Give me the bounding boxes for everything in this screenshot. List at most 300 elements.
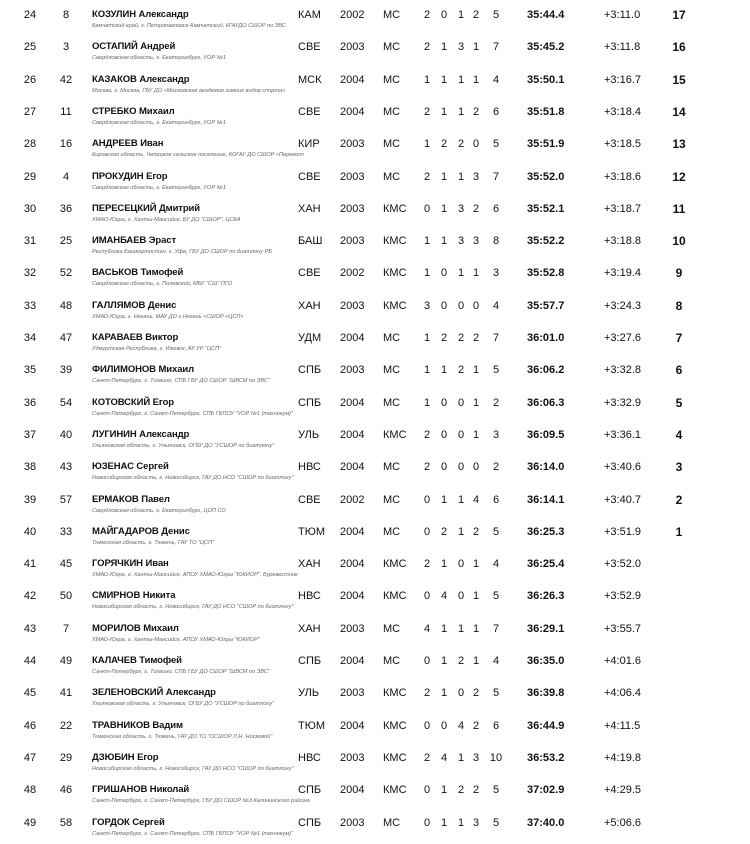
shooting-4: 3: [472, 235, 480, 248]
place-cell: 47: [23, 751, 37, 764]
place-cell: 45: [23, 687, 37, 700]
bib-number: 58: [59, 816, 73, 829]
shooting-1: 1: [423, 138, 431, 151]
place-cell: 36: [23, 396, 37, 409]
bib-number: 45: [59, 558, 73, 571]
birth-year: 2003: [340, 170, 365, 183]
birth-year: 2004: [340, 655, 365, 667]
birth-year: 2004: [340, 332, 365, 344]
shooting-2: 0: [440, 267, 448, 280]
athlete-organization: ХМАО-Югра, г. Ханты-Мансийск, БУ ДО "СШОР", ЦСКА: [92, 216, 241, 223]
athlete-organization: Свердловская область, г. Екатеринбург, УОР №1: [92, 55, 226, 62]
shooting-4: 1: [472, 622, 480, 635]
place-cell: 37: [23, 428, 37, 441]
shooting-2: 1: [440, 655, 448, 667]
table-row: [0, 359, 750, 391]
shooting-3: 0: [457, 428, 465, 441]
qualification: МС: [383, 170, 401, 183]
finish-time: 35:52.2: [527, 235, 565, 248]
bib-number: 46: [59, 784, 73, 797]
shooting-1: 0: [423, 202, 431, 215]
birth-year: 2003: [340, 235, 365, 248]
table-row: [0, 166, 750, 198]
points: 15: [672, 72, 686, 87]
shooting-4: 1: [472, 428, 480, 441]
shooting-3: 3: [457, 41, 465, 54]
qualification: МС: [383, 332, 401, 344]
birth-year: 2003: [340, 687, 365, 700]
shooting-4: 2: [472, 525, 480, 538]
athlete-organization: Свердловская область, г. Полевской, МБУ "СШ" ПГО: [92, 281, 233, 288]
region-code: СПБ: [298, 364, 322, 377]
athlete-name: ГОРДОК Сергей: [92, 816, 165, 828]
shooting-1: 2: [423, 9, 431, 21]
bib-number: 16: [59, 138, 73, 151]
qualification: МС: [383, 493, 401, 506]
shooting-3: 1: [457, 751, 465, 764]
penalty-total: 3: [492, 428, 500, 441]
finish-time: 36:25.4: [527, 558, 565, 571]
qualification: МС: [383, 41, 401, 54]
finish-time: 36:09.5: [527, 428, 565, 441]
penalty-total: 4: [492, 299, 500, 312]
place-cell: 49: [23, 816, 37, 829]
place-cell: 24: [23, 9, 37, 21]
finish-time: 36:35.0: [527, 655, 565, 667]
shooting-3: 1: [457, 170, 465, 183]
penalty-total: 4: [492, 558, 500, 571]
shooting-1: 1: [423, 364, 431, 377]
athlete-organization: Новосибирская область, г. Новосибирск, ГАУ ДО НСО "СШОР по биатлону": [92, 475, 294, 482]
points: 17: [672, 8, 686, 22]
shooting-4: 1: [472, 364, 480, 377]
shooting-1: 2: [423, 558, 431, 571]
athlete-organization: Свердловская область, г. Екатеринбург, УОР №1: [92, 184, 226, 191]
penalty-total: 6: [492, 493, 500, 506]
penalty-total: 5: [492, 525, 500, 538]
shooting-3: 0: [457, 396, 465, 409]
place-cell: 35: [23, 364, 37, 377]
shooting-1: 2: [423, 41, 431, 54]
athlete-name: КОЗУЛИН Александр: [92, 9, 189, 20]
shooting-2: 0: [440, 719, 448, 732]
table-row: [0, 489, 750, 521]
place-cell: 33: [23, 299, 37, 312]
shooting-3: 1: [457, 105, 465, 118]
penalty-total: 2: [492, 461, 500, 474]
birth-year: 2002: [340, 9, 365, 21]
time-behind: +4:11.5: [604, 719, 641, 732]
athlete-name: СМИРНОВ Никита: [92, 590, 176, 602]
time-behind: +4:19.8: [604, 751, 642, 764]
athlete-name: ГОРЯЧКИН Иван: [92, 558, 169, 570]
region-code: ХАН: [298, 622, 321, 635]
shooting-3: 3: [457, 235, 465, 248]
finish-time: 35:51.9: [527, 138, 565, 151]
qualification: КМС: [383, 719, 407, 732]
shooting-3: 0: [457, 299, 465, 312]
place-cell: 38: [23, 461, 37, 474]
shooting-1: 4: [423, 622, 431, 635]
penalty-total: 6: [492, 105, 500, 118]
birth-year: 2004: [340, 525, 365, 538]
time-behind: +3:32.8: [604, 364, 642, 377]
region-code: УЛЬ: [298, 428, 320, 441]
bib-number: 43: [59, 461, 73, 474]
table-row: [0, 553, 750, 585]
finish-time: 36:06.2: [527, 364, 565, 377]
penalty-total: 7: [492, 332, 500, 344]
time-behind: +3:32.9: [604, 396, 642, 409]
shooting-3: 2: [457, 332, 465, 344]
region-code: МСК: [298, 73, 322, 86]
place-cell: 25: [23, 41, 37, 54]
shooting-2: 4: [440, 751, 448, 764]
qualification: КМС: [383, 558, 407, 571]
shooting-2: 2: [440, 138, 448, 151]
shooting-1: 0: [423, 816, 431, 829]
finish-time: 36:06.3: [527, 396, 565, 409]
athlete-organization: ХМАО-Югра, г. Нягань, МАУ ДО г.Нягань «СШОР «ЦСП»: [92, 313, 244, 320]
time-behind: +3:40.7: [604, 493, 642, 506]
shooting-4: 2: [472, 784, 480, 797]
finish-time: 36:39.8: [527, 687, 565, 700]
shooting-2: 1: [440, 73, 448, 86]
place-cell: 31: [23, 235, 37, 248]
shooting-3: 2: [457, 784, 465, 797]
table-row: [0, 327, 750, 359]
athlete-organization: Новосибирская область, г. Новосибирск, ГАУ ДО НСО "СШОР по биатлону": [92, 604, 294, 611]
athlete-name: ТРАВНИКОВ Вадим: [92, 719, 183, 731]
qualification: МС: [383, 73, 401, 86]
shooting-4: 2: [472, 9, 480, 21]
penalty-total: 7: [492, 622, 500, 635]
athlete-name: СТРЕБКО Михаил: [92, 105, 175, 117]
shooting-1: 0: [423, 493, 431, 506]
athlete-organization: ХМАО-Югра, г. Ханты-Мансийск, АПОУ ХМАО-Югры "ЮКИОР", Буревестник: [92, 572, 298, 579]
qualification: КМС: [383, 202, 407, 215]
shooting-2: 1: [440, 816, 448, 829]
place-cell: 30: [23, 202, 37, 215]
athlete-name: КАЗАКОВ Александр: [92, 73, 190, 85]
place-cell: 42: [23, 590, 37, 603]
qualification: КМС: [383, 687, 407, 700]
table-row: [0, 69, 750, 101]
penalty-total: 6: [492, 719, 500, 732]
athlete-organization: Ульяновская область, г. Ульяновск, ОГБУ ДО "УСШОР по биатлону": [92, 442, 275, 449]
birth-year: 2004: [340, 719, 365, 732]
penalty-total: 5: [492, 784, 500, 797]
finish-time: 36:29.1: [527, 622, 565, 635]
time-behind: +3:40.6: [604, 461, 642, 474]
athlete-name: АНДРЕЕВ Иван: [92, 138, 164, 150]
athlete-name: ОСТАПИЙ Андрей: [92, 41, 176, 53]
shooting-1: 0: [423, 590, 431, 603]
region-code: КИР: [298, 138, 320, 151]
bib-number: 8: [62, 9, 70, 21]
time-behind: +3:18.6: [604, 170, 642, 183]
region-code: ХАН: [298, 202, 321, 215]
region-code: ТЮМ: [298, 525, 325, 538]
time-behind: +3:18.5: [604, 138, 642, 151]
bib-number: 36: [59, 202, 73, 215]
athlete-name: ПРОКУДИН Егор: [92, 170, 168, 182]
shooting-3: 2: [457, 364, 465, 377]
finish-time: 36:01.0: [527, 332, 565, 344]
shooting-3: 3: [457, 202, 465, 215]
athlete-organization: Удмуртская Республика, г. Ижевск, АУ УР "ЦСП": [92, 346, 222, 352]
qualification: МС: [383, 622, 401, 635]
place-cell: 43: [23, 622, 37, 635]
shooting-3: 1: [457, 816, 465, 829]
qualification: КМС: [383, 299, 407, 312]
shooting-4: 1: [472, 590, 480, 603]
points: 1: [675, 524, 683, 539]
shooting-3: 1: [457, 493, 465, 506]
shooting-2: 1: [440, 364, 448, 377]
shooting-2: 1: [440, 235, 448, 248]
shooting-3: 1: [457, 267, 465, 280]
region-code: НВС: [298, 751, 321, 764]
athlete-organization: Тюменская область, г. Тюмень, ГАУ ТО "ЦСП": [92, 539, 215, 546]
bib-number: 40: [59, 428, 73, 441]
place-cell: 39: [23, 493, 37, 506]
penalty-total: 10: [489, 751, 503, 764]
table-row: [0, 262, 750, 294]
region-code: ХАН: [298, 299, 321, 312]
shooting-1: 1: [423, 267, 431, 280]
birth-year: 2004: [340, 590, 365, 603]
shooting-4: 2: [472, 105, 480, 118]
bib-number: 3: [62, 41, 70, 54]
shooting-4: 0: [472, 299, 480, 312]
bib-number: 4: [62, 170, 70, 183]
shooting-2: 1: [440, 41, 448, 54]
qualification: КМС: [383, 267, 407, 280]
birth-year: 2004: [340, 396, 365, 409]
time-behind: +4:06.4: [604, 687, 642, 700]
shooting-2: 0: [440, 461, 448, 474]
birth-year: 2003: [340, 41, 365, 54]
points: 5: [675, 395, 683, 410]
qualification: КМС: [383, 235, 407, 248]
shooting-2: 1: [440, 558, 448, 571]
table-row: [0, 747, 750, 779]
shooting-4: 1: [472, 41, 480, 54]
time-behind: +3:51.9: [604, 525, 642, 538]
shooting-1: 1: [423, 73, 431, 86]
qualification: МС: [383, 525, 401, 538]
finish-time: 35:52.8: [527, 267, 565, 280]
qualification: МС: [383, 461, 401, 474]
shooting-1: 2: [423, 687, 431, 700]
region-code: СПБ: [298, 816, 322, 829]
points: 10: [672, 234, 686, 249]
shooting-4: 1: [472, 655, 480, 667]
points: 6: [675, 363, 683, 378]
shooting-2: 0: [440, 396, 448, 409]
place-cell: 44: [23, 655, 37, 667]
table-row: [0, 650, 750, 682]
points: 3: [675, 460, 683, 475]
finish-time: 35:50.1: [527, 73, 565, 86]
shooting-1: 0: [423, 525, 431, 538]
finish-time: 35:52.1: [527, 202, 565, 215]
bib-number: 7: [62, 622, 70, 635]
birth-year: 2004: [340, 105, 365, 118]
bib-number: 47: [59, 332, 73, 344]
athlete-name: ПЕРЕСЕЦКИЙ Дмитрий: [92, 202, 201, 214]
shooting-4: 3: [472, 816, 480, 829]
athlete-organization: Санкт-Петербург, г. Тихвино, СПБ ГБУ ДО СШОР "ШВСМ по ЗВС": [92, 669, 270, 675]
penalty-total: 6: [492, 202, 500, 215]
shooting-4: 3: [472, 751, 480, 764]
table-row: [0, 682, 750, 714]
table-row: [0, 101, 750, 133]
athlete-name: КОТОВСКИЙ Егор: [92, 396, 174, 408]
athlete-organization: Камчатский край, г. Петропавловск-Камчатский, КГАУДО СШОР по ЗВС: [92, 23, 286, 29]
qualification: МС: [383, 655, 401, 667]
birth-year: 2003: [340, 202, 365, 215]
athlete-organization: Кировская область, Чепецкое сельское поселение, КОГАУ ДО СШОР «Перекоп»: [92, 152, 305, 159]
athlete-organization: Ульяновская область, г. Ульяновск, ОГБУ ДО "УСШОР по биатлону": [92, 701, 275, 708]
place-cell: 32: [23, 267, 37, 280]
athlete-organization: ХМАО-Югра, г. Ханты-Мансийск, АПОУ ХМАО-Югры "ЮКИОР": [92, 636, 260, 643]
finish-time: 36:14.0: [527, 461, 565, 474]
penalty-total: 4: [492, 655, 500, 667]
bib-number: 42: [59, 73, 73, 86]
table-row: [0, 198, 750, 230]
time-behind: +3:27.6: [604, 332, 642, 344]
time-behind: +3:19.4: [604, 267, 642, 280]
bib-number: 22: [59, 719, 73, 732]
shooting-4: 2: [472, 202, 480, 215]
shooting-1: 3: [423, 299, 431, 312]
qualification: МС: [383, 816, 401, 829]
shooting-1: 2: [423, 170, 431, 183]
points: 4: [675, 427, 683, 442]
region-code: СВЕ: [298, 41, 321, 54]
shooting-1: 1: [423, 235, 431, 248]
athlete-organization: Свердловская область, г. Екатеринбург, УОР №1: [92, 119, 226, 126]
birth-year: 2003: [340, 364, 365, 377]
place-cell: 48: [23, 784, 37, 797]
table-row: [0, 133, 750, 165]
time-behind: +3:16.7: [604, 73, 642, 86]
region-code: СВЕ: [298, 267, 321, 280]
table-row: [0, 715, 750, 747]
shooting-3: 2: [457, 138, 465, 151]
shooting-4: 2: [472, 687, 480, 700]
region-code: СПБ: [298, 655, 322, 667]
birth-year: 2004: [340, 784, 365, 797]
time-behind: +3:18.8: [604, 235, 642, 248]
region-code: БАШ: [298, 235, 323, 248]
athlete-organization: Санкт-Петербург, г. Санкт-Петербург, ГБУ ДО СШОР №3 Калининского района: [92, 798, 310, 805]
points: 14: [672, 104, 686, 119]
shooting-1: 0: [423, 655, 431, 667]
birth-year: 2004: [340, 558, 365, 571]
region-code: СПБ: [298, 784, 322, 797]
region-code: СВЕ: [298, 170, 321, 183]
athlete-organization: Тюменская область, г. Тюмень, ГАУ ДО ТО "ОСШОР Л.Н. Носковой": [92, 733, 273, 740]
qualification: МС: [383, 138, 401, 151]
shooting-1: 0: [423, 784, 431, 797]
time-behind: +3:18.4: [604, 105, 642, 118]
place-cell: 34: [23, 332, 37, 344]
birth-year: 2003: [340, 816, 365, 829]
qualification: КМС: [383, 751, 407, 764]
athlete-name: ЗЕЛЕНОВСКИЙ Александр: [92, 687, 216, 699]
athlete-name: ФИЛИМОНОВ Михаил: [92, 364, 195, 376]
finish-time: 35:57.7: [527, 299, 565, 312]
points: 9: [675, 266, 683, 281]
table-row: [0, 424, 750, 456]
time-behind: +3:36.1: [604, 428, 642, 441]
penalty-total: 5: [492, 590, 500, 603]
penalty-total: 3: [492, 267, 500, 280]
athlete-organization: Свердловская область, г. Екатеринбург, ЦОП СО: [92, 507, 226, 514]
shooting-3: 1: [457, 9, 465, 21]
place-cell: 29: [23, 170, 37, 183]
shooting-3: 2: [457, 655, 465, 667]
table-row: [0, 521, 750, 553]
shooting-2: 1: [440, 170, 448, 183]
shooting-2: 1: [440, 202, 448, 215]
points: 8: [675, 298, 683, 313]
shooting-4: 0: [472, 138, 480, 151]
shooting-1: 1: [423, 332, 431, 344]
time-behind: +3:11.0: [604, 9, 641, 21]
points: 11: [672, 201, 686, 216]
table-row: [0, 36, 750, 68]
finish-time: 37:02.9: [527, 784, 565, 797]
shooting-2: 1: [440, 687, 448, 700]
athlete-organization: Новосибирская область, г. Новосибирск, ГАУ ДО НСО "СШОР по биатлону": [92, 765, 294, 772]
bib-number: 50: [59, 590, 73, 603]
time-behind: +5:06.6: [604, 816, 642, 829]
qualification: МС: [383, 9, 401, 21]
shooting-3: 0: [457, 590, 465, 603]
bib-number: 39: [59, 364, 73, 377]
time-behind: +4:01.6: [604, 655, 642, 667]
bib-number: 54: [59, 396, 73, 409]
athlete-name: ИМАНБАЕВ Эраст: [92, 235, 177, 247]
shooting-2: 1: [440, 622, 448, 635]
region-code: СВЕ: [298, 105, 321, 118]
finish-time: 36:44.9: [527, 719, 565, 732]
birth-year: 2004: [340, 428, 365, 441]
finish-time: 35:44.4: [527, 9, 565, 21]
shooting-4: 4: [472, 493, 480, 506]
athlete-name: ВАСЬКОВ Тимофей: [92, 267, 184, 279]
shooting-1: 2: [423, 428, 431, 441]
shooting-4: 1: [472, 267, 480, 280]
finish-time: 36:26.3: [527, 590, 565, 603]
table-row: [0, 392, 750, 424]
shooting-2: 1: [440, 493, 448, 506]
table-row: [0, 295, 750, 327]
shooting-4: 3: [472, 170, 480, 183]
penalty-total: 5: [492, 816, 500, 829]
athlete-organization: Республика Башкортостан, г. Уфа, ГБУ ДО СШОР по биатлону РБ: [92, 249, 272, 256]
finish-time: 35:45.2: [527, 41, 565, 54]
birth-year: 2003: [340, 751, 365, 764]
table-row: [0, 4, 750, 36]
shooting-3: 1: [457, 73, 465, 86]
athlete-name: МОРИЛОВ Михаил: [92, 622, 179, 634]
bib-number: 25: [59, 235, 73, 248]
